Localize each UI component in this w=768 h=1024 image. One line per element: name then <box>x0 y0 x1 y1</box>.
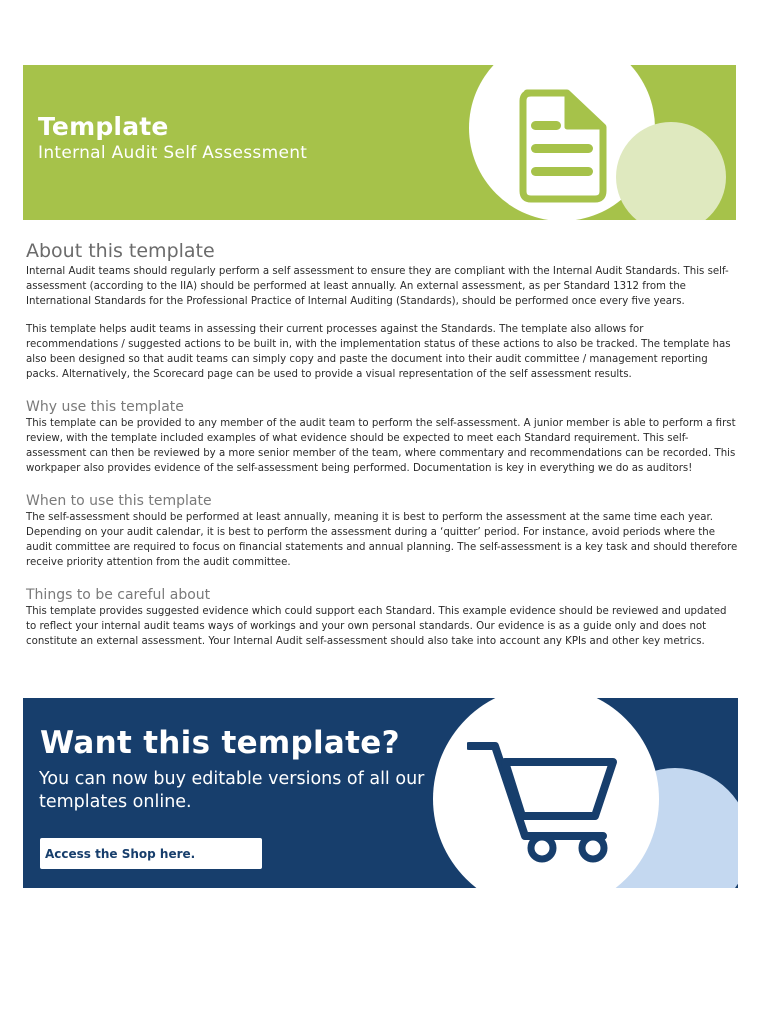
about-heading: About this template <box>26 240 215 262</box>
promo-subtitle: You can now buy editable versions of all our templates online. <box>39 769 425 812</box>
header-banner <box>23 65 736 220</box>
about-paragraph-2: This template helps audit teams in assessing their current processes against the Standards. The template also allows for recommendations / suggested actions to be built in, with the implementation status of these actions to also be tracked. The template has also been designed so that audit teams can simply copy and paste the document into their audit committee / management reporting packs. Alternatively, the Scorecard page can be used to provide a visual representation of the self assessment results. <box>26 324 731 380</box>
shopping-cart-icon <box>467 738 617 866</box>
document-icon <box>517 87 609 205</box>
about-paragraph-1: Internal Audit teams should regularly perform a self assessment to ensure they are compliant with the Internal Audit Standards. This self-assessment (according to the IIA) should be performed at least annually. An external assessment, as per Standard 1312 from the International Standards for the Professional Practice of Internal Auditing (Standards), should be performed once every five years. <box>26 266 729 307</box>
why-paragraph: This template can be provided to any member of the audit team to perform the self-assessment. A junior member is able to perform a first review, with the template included examples of what evidence should be expected to meet each Standard requirement. This self-assessment can then be reviewed by a more senior member of the team, where commentary and recommendations can be recorded. This workpaper also provides evidence of the self-assessment being performed. Documentation is key in everything we do as auditors! <box>26 418 736 474</box>
why-heading: Why use this template <box>26 399 184 415</box>
main-content <box>26 240 738 649</box>
header-circle-accent <box>616 122 726 220</box>
access-shop-button[interactable]: Access the Shop here. <box>40 838 262 869</box>
page-subtitle: Internal Audit Self Assessment <box>38 143 308 163</box>
promo-title: Want this template? <box>40 725 400 761</box>
page-title: Template <box>38 112 169 141</box>
careful-heading: Things to be careful about <box>26 587 211 603</box>
when-paragraph: The self-assessment should be performed at least annually, meaning it is best to perform the assessment at the same time each year. Depending on your audit calendar, it is best to perform the assessment during a ‘quitter’ period. For instance, avoid periods where the audit committee are required to focus on financial statements and annual planning. The self-assessment is a key task and should therefore receive priority attention from the audit committee. <box>26 512 738 568</box>
promo-banner <box>23 698 738 888</box>
when-heading: When to use this template <box>26 493 212 509</box>
careful-paragraph: This template provides suggested evidence which could support each Standard. This example evidence should be reviewed and updated to reflect your internal audit teams ways of workings and your own personal standards. Our evidence is as a guide only and does not constitute an external assessment. Your Internal Audit self-assessment should also take into account any KPIs and other key metrics. <box>26 606 727 647</box>
